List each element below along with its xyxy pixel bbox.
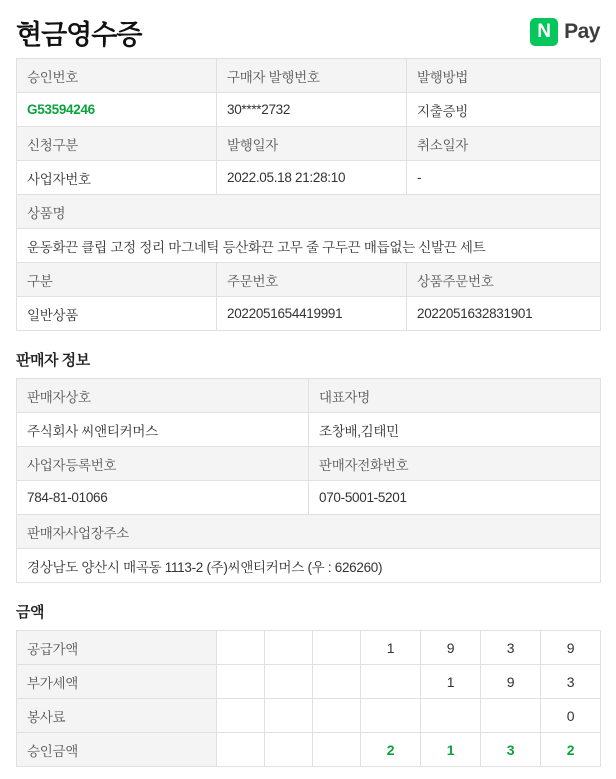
issue-method-value: 지출증빙	[407, 93, 601, 127]
amount-table	[16, 630, 601, 767]
apply-type-header: 신청구분	[17, 127, 217, 161]
table-row	[17, 413, 601, 447]
order-number-value: 2022051654419991	[217, 297, 407, 331]
seller-address-header: 판매자사업장주소	[17, 515, 601, 549]
seller-address-value: 경상남도 양산시 매곡동 1113-2 (주)씨앤티커머스 (우 : 626260)	[17, 549, 601, 583]
naver-pay-logo	[530, 18, 600, 46]
table-row	[17, 229, 601, 263]
cancel-date-header: 취소일자	[407, 127, 601, 161]
seller-section-title: 판매자 정보	[16, 352, 90, 369]
buyer-issue-number-header: 구매자 발행번호	[217, 59, 407, 93]
table-row	[17, 161, 601, 195]
amount-digit: 2	[541, 733, 601, 767]
order-type-header: 구분	[17, 263, 217, 297]
amount-digit: 3	[481, 631, 541, 665]
approval-number-value: G53594246	[17, 93, 217, 127]
table-row	[17, 447, 601, 481]
business-registration-number-header: 사업자등록번호	[17, 447, 309, 481]
order-number-header: 주문번호	[217, 263, 407, 297]
table-row	[17, 263, 601, 297]
amount-digit	[361, 699, 421, 733]
amount-digit	[265, 733, 313, 767]
amount-digit	[481, 699, 541, 733]
amount-digit	[421, 699, 481, 733]
table-row	[17, 195, 601, 229]
table-row	[17, 59, 601, 93]
issue-date-value: 2022.05.18 21:28:10	[217, 161, 407, 195]
seller-name-value: 주식회사 씨앤티커머스	[17, 413, 309, 447]
cancel-date-value: -	[407, 161, 601, 195]
amount-digit	[217, 699, 265, 733]
table-row	[17, 127, 601, 161]
service-fee-label: 봉사료	[17, 699, 217, 733]
product-name-value: 운동화끈 클립 고정 정리 마그네틱 등산화끈 고무 줄 구두끈 매듭없는 신발끈 세트	[17, 229, 601, 263]
amount-digit: 1	[421, 665, 481, 699]
page-header	[16, 0, 600, 58]
issue-method-header: 발행방법	[407, 59, 601, 93]
amount-digit: 9	[541, 631, 601, 665]
table-row	[17, 93, 601, 127]
representative-name-header: 대표자명	[309, 379, 601, 413]
receipt-info-table	[16, 58, 601, 331]
table-row	[17, 515, 601, 549]
representative-name-value: 조창배,김태민	[309, 413, 601, 447]
naver-n-icon: N	[530, 18, 558, 46]
amount-digit: 0	[541, 699, 601, 733]
table-row	[17, 481, 601, 515]
table-row	[17, 665, 601, 699]
order-type-value: 일반상품	[17, 297, 217, 331]
table-row	[17, 699, 601, 733]
amount-digit	[217, 631, 265, 665]
amount-digit: 1	[361, 631, 421, 665]
amount-digit	[313, 733, 361, 767]
amount-digit	[265, 699, 313, 733]
table-row	[17, 631, 601, 665]
approved-amount-label: 승인금액	[17, 733, 217, 767]
amount-digit: 9	[421, 631, 481, 665]
amount-section-title: 금액	[16, 604, 44, 621]
supply-amount-label: 공급가액	[17, 631, 217, 665]
amount-digit	[361, 665, 421, 699]
amount-digit	[217, 665, 265, 699]
amount-digit	[265, 665, 313, 699]
seller-phone-value: 070-5001-5201	[309, 481, 601, 515]
amount-digit: 1	[421, 733, 481, 767]
apply-type-value: 사업자번호	[17, 161, 217, 195]
product-name-header: 상품명	[17, 195, 601, 229]
business-registration-number-value: 784-81-01066	[17, 481, 309, 515]
amount-digit: 9	[481, 665, 541, 699]
product-order-number-value: 2022051632831901	[407, 297, 601, 331]
product-order-number-header: 상품주문번호	[407, 263, 601, 297]
table-row	[17, 379, 601, 413]
buyer-issue-number-value: 30****2732	[217, 93, 407, 127]
amount-digit	[217, 733, 265, 767]
amount-digit: 2	[361, 733, 421, 767]
amount-digit: 3	[541, 665, 601, 699]
page-title: 현금영수증	[16, 19, 142, 50]
seller-name-header: 판매자상호	[17, 379, 309, 413]
issue-date-header: 발행일자	[217, 127, 407, 161]
amount-digit	[313, 665, 361, 699]
amount-digit: 3	[481, 733, 541, 767]
amount-digit	[313, 699, 361, 733]
amount-digit	[265, 631, 313, 665]
seller-phone-header: 판매자전화번호	[309, 447, 601, 481]
naver-pay-label: Pay	[564, 20, 600, 43]
amount-digit	[313, 631, 361, 665]
table-row	[17, 549, 601, 583]
vat-label: 부가세액	[17, 665, 217, 699]
table-row	[17, 297, 601, 331]
approval-number-header: 승인번호	[17, 59, 217, 93]
table-row	[17, 733, 601, 767]
seller-info-table	[16, 378, 601, 583]
